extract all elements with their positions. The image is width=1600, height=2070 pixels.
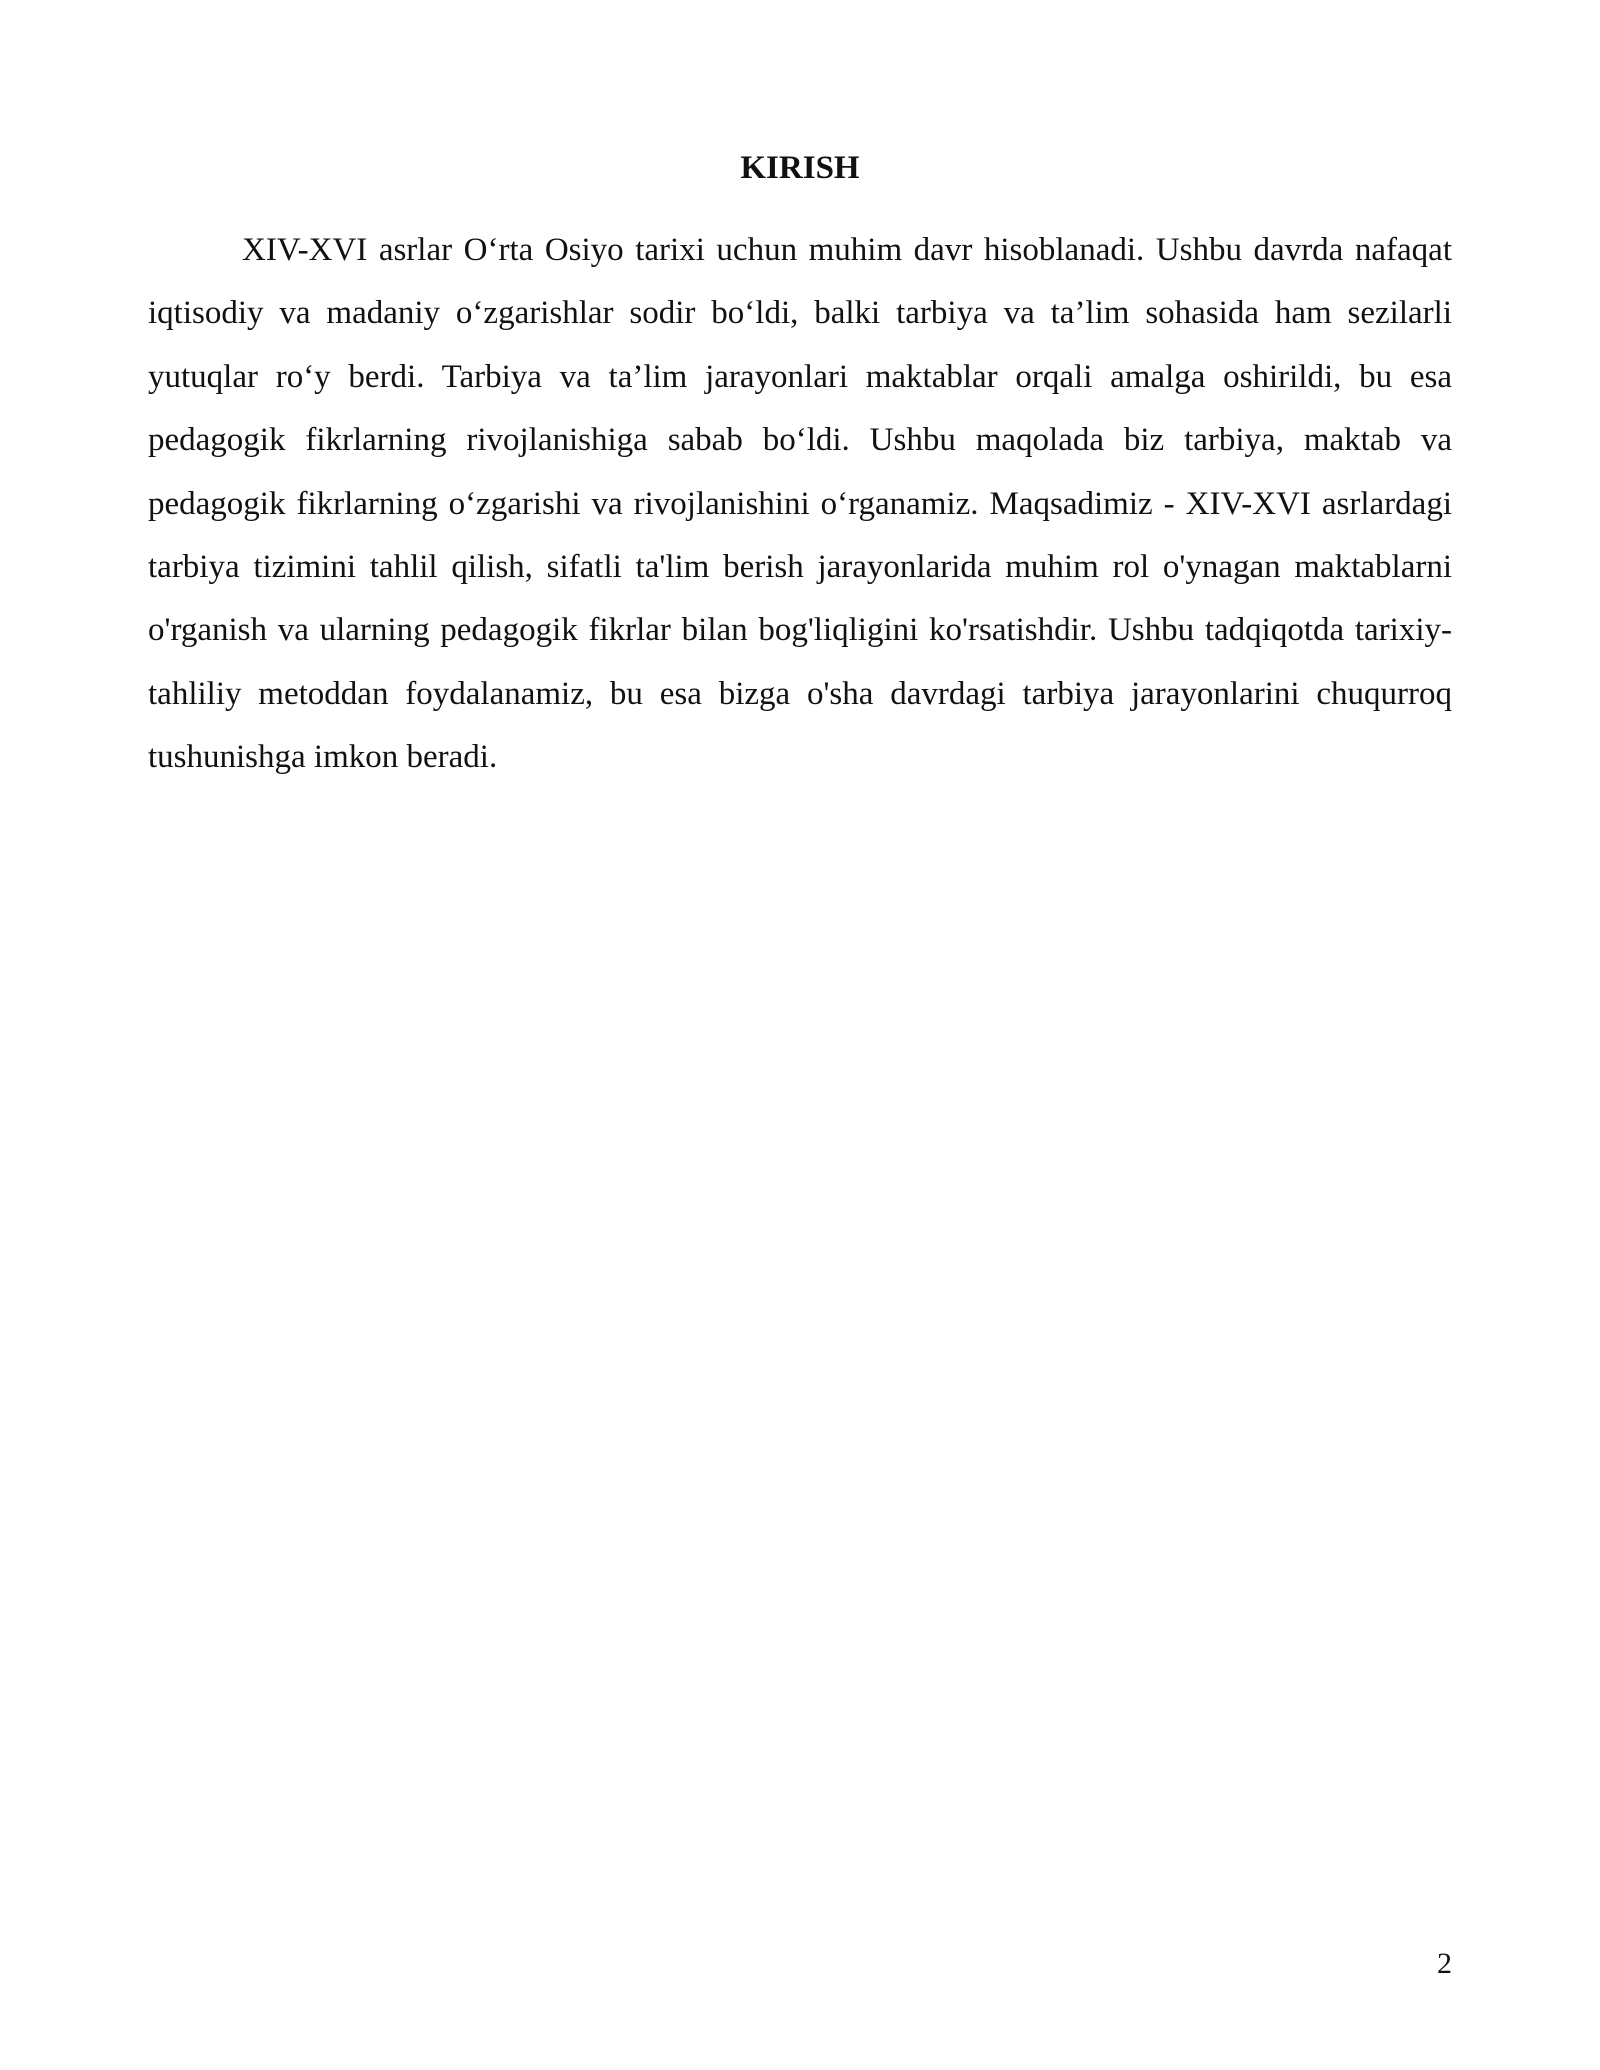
body-paragraph: XIV-XVI asrlar O‘rta Osiyo tarixi uchun muhim davr hisoblanadi. Ushbu davrda nafaqat iqtisodiy va madaniy o‘zgarishlar sodir bo‘ldi, balki tarbiya va ta’lim sohasida ham sezilarli yutuqlar ro‘y berdi. Tarbiya va ta’lim jarayonlari maktablar orqali amalga oshirildi, bu esa pedagogik fikrlarning rivojlanishiga sabab bo‘ldi. Ushbu maqolada biz tarbiya, maktab va pedagogik fikrlarning o‘zgarishi va rivojlanishini o‘rganamiz. Maqsadimiz - XIV-XVI asrlardagi tarbiya tizimini tahlil qilish, sifatli ta'lim berish jarayonlarida muhim rol o'ynagan maktablarni o'rganish va ularning pedagogik fikrlar bilan bog'liqligini ko'rsatishdir. Ushbu tadqiqotda tarixiy-tahliliy metoddan foydalanamiz, bu esa bizga o'sha davrdagi tarbiya jarayonlarini chuqurroq tushunishga imkon beradi.: [148, 232, 1452, 776]
page-number: 2: [1437, 1947, 1452, 1980]
section-heading: KIRISH: [740, 150, 860, 186]
